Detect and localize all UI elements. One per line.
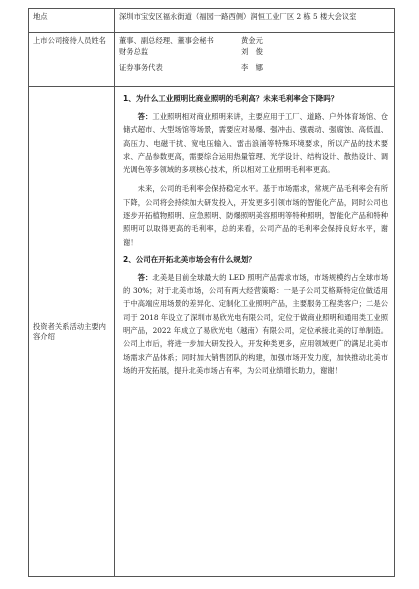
answer-text: 工业照明相对商业照明来讲，主要应用于工厂、道路、户外体育场馆、仓储式超市、大型场馆等场景，需要应对易爆、强冲击、强震动、强腐蚀、高低温、高压力、电磁干扰、宽电压输入、雷击浪涌等特殊环境要求，所以产品的技术要求、产品参数更高，需要综合运用热量管理、光学设计、结构设计、散热设计、调光调色等多领域的多项核心技术，所以相对工业照明毛利率更高。: [123, 112, 388, 175]
staff-name: 黄金元: [241, 36, 263, 45]
staff-row: [119, 47, 390, 57]
staff-row: [119, 36, 390, 46]
question-1: 1、为什么工业照明比商业照明的毛利高？未来毛利率会下降吗？: [123, 94, 339, 103]
reception-row: [29, 33, 395, 87]
staff-name: 李 娜: [241, 62, 263, 72]
activity-row: [29, 87, 395, 577]
activity-label: 投资者关系活动主要内容介绍: [29, 87, 115, 577]
location-value: 深圳市宝安区福永街道（福园一路西侧）润恒工业厂区 2 栋 5 楼大会议室: [115, 9, 395, 33]
location-row: [29, 9, 395, 33]
activity-content: [115, 87, 395, 577]
question-2: 2、公司在开拓北美市场会有什么规划？: [123, 254, 256, 264]
staff-name: 刘 俊: [241, 46, 263, 56]
staff-title: 证券事务代表: [119, 62, 163, 72]
answer-prefix: 答：: [137, 112, 153, 122]
answer-1-paragraph-1: [123, 110, 388, 176]
answer-2-paragraph-1: [123, 271, 388, 377]
answer-prefix: 答：: [137, 272, 153, 282]
investor-relations-record-table: [28, 8, 395, 577]
reception-label: 上市公司接待人员姓名: [29, 33, 115, 87]
staff-title: 财务总监: [119, 46, 149, 56]
staff-row: [119, 63, 390, 73]
reception-staff-list: [115, 33, 395, 87]
staff-title: 董事、副总经理、董事会秘书: [119, 36, 214, 45]
answer-1-paragraph-2: 未来，公司的毛利率会保持稳定水平。基于市场需求，常规产品毛利率会有所下降，公司将会持续加大研发投入，开发更多引领市场的智能化产品，同时公司也逐步开拓植物照明、应急照明、防爆照明美容照明等特种照明，智能化产品和特种照明可以取得更高的毛利率，总的来看，公司产品的毛利率会保持良好水平，谢谢！: [123, 184, 388, 247]
location-label: 地点: [29, 9, 115, 33]
answer-text: 北美是目前全球最大的 LED 照明产品需求市场，市场规模约占全球市场的 30%；对于北美市场，公司有两大经营策略：一是子公司艾格斯特定位做适用于中高端应用场景的差异化、定制化工业照明产品，主要服务工程类客户；二是公司于 2018 年设立了深圳市易欣光电有限公司，定位于做商业照明和通用类工业照明产品，2022 年成立了易欣光电（越南）有限公司，定位承接北美的订单制造。公司上市后，将进一步加大研发投入，开发种类更多，应用领域更广的满足北美市场需求产品体系；同时加大销售团队的构建，加强市场开发力度，加快推动北美市场的开发拓展，提升北美市场占有率，为公司业绩增长助力，谢谢！: [123, 272, 389, 375]
